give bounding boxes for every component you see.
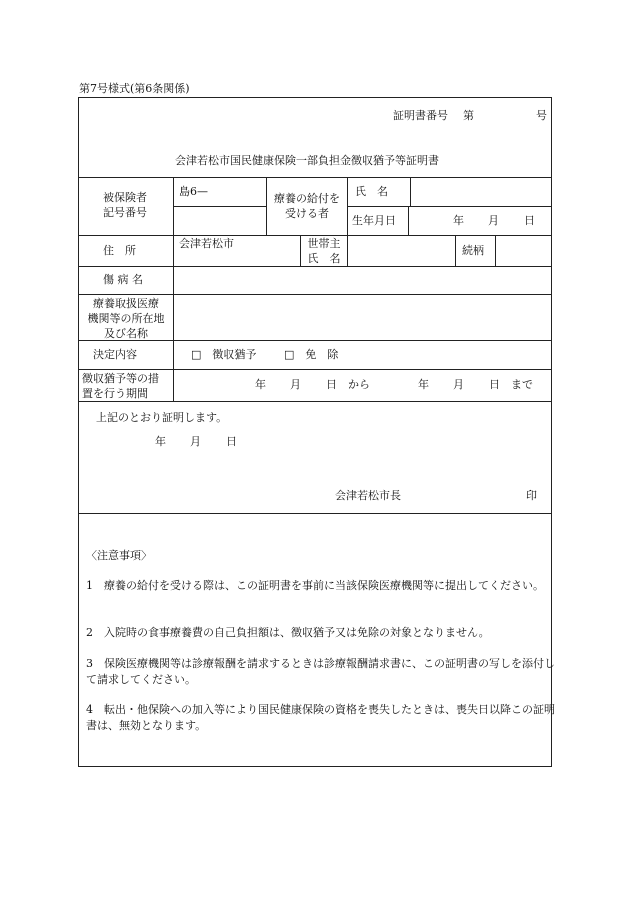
name-field[interactable] [412, 179, 550, 205]
note-item-1: 1 療養の給付を受ける際は、この証明書を事前に当該保険医療機関等に提出してください。 [86, 579, 544, 592]
table-line [78, 266, 552, 267]
mayor-title: 会津若松市長 [335, 489, 401, 502]
period-from-text: から [348, 378, 370, 391]
period-start-year-unit: 年 [255, 378, 266, 391]
relationship-label: 続柄 [462, 244, 484, 257]
table-line [455, 235, 456, 266]
period-start-day-unit: 日 [326, 378, 337, 391]
certificate-number-prefix: 第 [463, 109, 474, 122]
period-end-day-unit: 日 [489, 378, 500, 391]
period-end-year-unit: 年 [418, 378, 429, 391]
table-line [78, 369, 552, 370]
relationship-field[interactable] [497, 237, 550, 264]
birth-month-unit: 月 [488, 214, 499, 227]
notes-heading: 〈注意事項〉 [86, 549, 152, 562]
table-line [347, 206, 552, 207]
table-line [410, 177, 411, 206]
insured-number-label: 被保険者 記号番号 [103, 191, 147, 219]
householder-name-label: 世帯主 氏 名 [307, 237, 341, 265]
medical-facility-label: 療養取扱医療 機関等の所在地 及び名称 [87, 297, 165, 340]
certification-year-unit: 年 [155, 435, 166, 448]
table-line [78, 177, 552, 178]
table-line [173, 177, 174, 401]
table-line [78, 513, 552, 514]
table-line [300, 235, 301, 266]
measure-period-label: 徴収猶予等の措 置を行う期間 [82, 372, 159, 400]
period-until-text: まで [511, 378, 533, 391]
birth-year-unit: 年 [453, 214, 464, 227]
defer-collection-checkbox[interactable]: □ 徴収猶予 [191, 348, 257, 361]
note-item-4: 4 転出・他保険への加入等により国民健康保険の資格を喪失したときは、喪失日以降この証明書は、無効となります。 [86, 703, 555, 732]
outer-border-top [78, 97, 552, 98]
insured-number-second-field[interactable] [175, 208, 264, 233]
outer-border-left [78, 97, 79, 767]
disease-name-label: 傷 病 名 [103, 273, 143, 286]
certification-statement: 上記のとおり証明します。 [96, 411, 228, 424]
exemption-checkbox[interactable]: □ 免 除 [284, 348, 339, 361]
table-line [78, 294, 552, 295]
decision-content-label: 決定内容 [93, 348, 137, 361]
period-start-month-unit: 月 [290, 378, 301, 391]
disease-name-field[interactable] [175, 268, 550, 293]
address-label: 住 所 [103, 244, 136, 257]
medical-facility-field[interactable] [175, 296, 550, 339]
table-line [408, 206, 409, 235]
document-title: 会津若松市国民健康保険一部負担金徴収猶予等証明書 [175, 154, 439, 167]
table-line [173, 206, 266, 207]
certification-day-unit: 日 [226, 435, 237, 448]
table-line [266, 177, 267, 235]
birth-date-label: 生年月日 [352, 214, 396, 227]
note-item-2: 2 入院時の食事療養費の自己負担額は、徴収猶予又は免除の対象となりません。 [86, 626, 490, 639]
official-seal-mark: 印 [526, 489, 537, 502]
table-line [347, 235, 348, 266]
insured-number-value[interactable]: 島6— [179, 185, 208, 198]
certificate-number-suffix: 号 [536, 109, 547, 122]
name-label: 氏 名 [355, 185, 388, 198]
householder-name-field[interactable] [349, 237, 453, 264]
certificate-number-value-field[interactable] [480, 106, 532, 122]
benefit-recipient-label: 療養の給付を 受ける者 [274, 192, 340, 220]
address-value[interactable]: 会津若松市 [179, 237, 234, 250]
note-item-3: 3 保険医療機関等は診療報酬を請求するときは診療報酬請求書に、この証明書の写しを添付して請求してください。 [86, 657, 555, 686]
table-line [78, 401, 552, 402]
form-number-label: 第7号様式(第6条関係) [79, 82, 190, 95]
period-end-month-unit: 月 [453, 378, 464, 391]
certificate-number-label: 証明書番号 [393, 109, 448, 122]
outer-border-bottom [78, 766, 552, 767]
table-line [495, 235, 496, 266]
table-line [347, 177, 348, 235]
birth-day-unit: 日 [524, 214, 535, 227]
certification-month-unit: 月 [190, 435, 201, 448]
